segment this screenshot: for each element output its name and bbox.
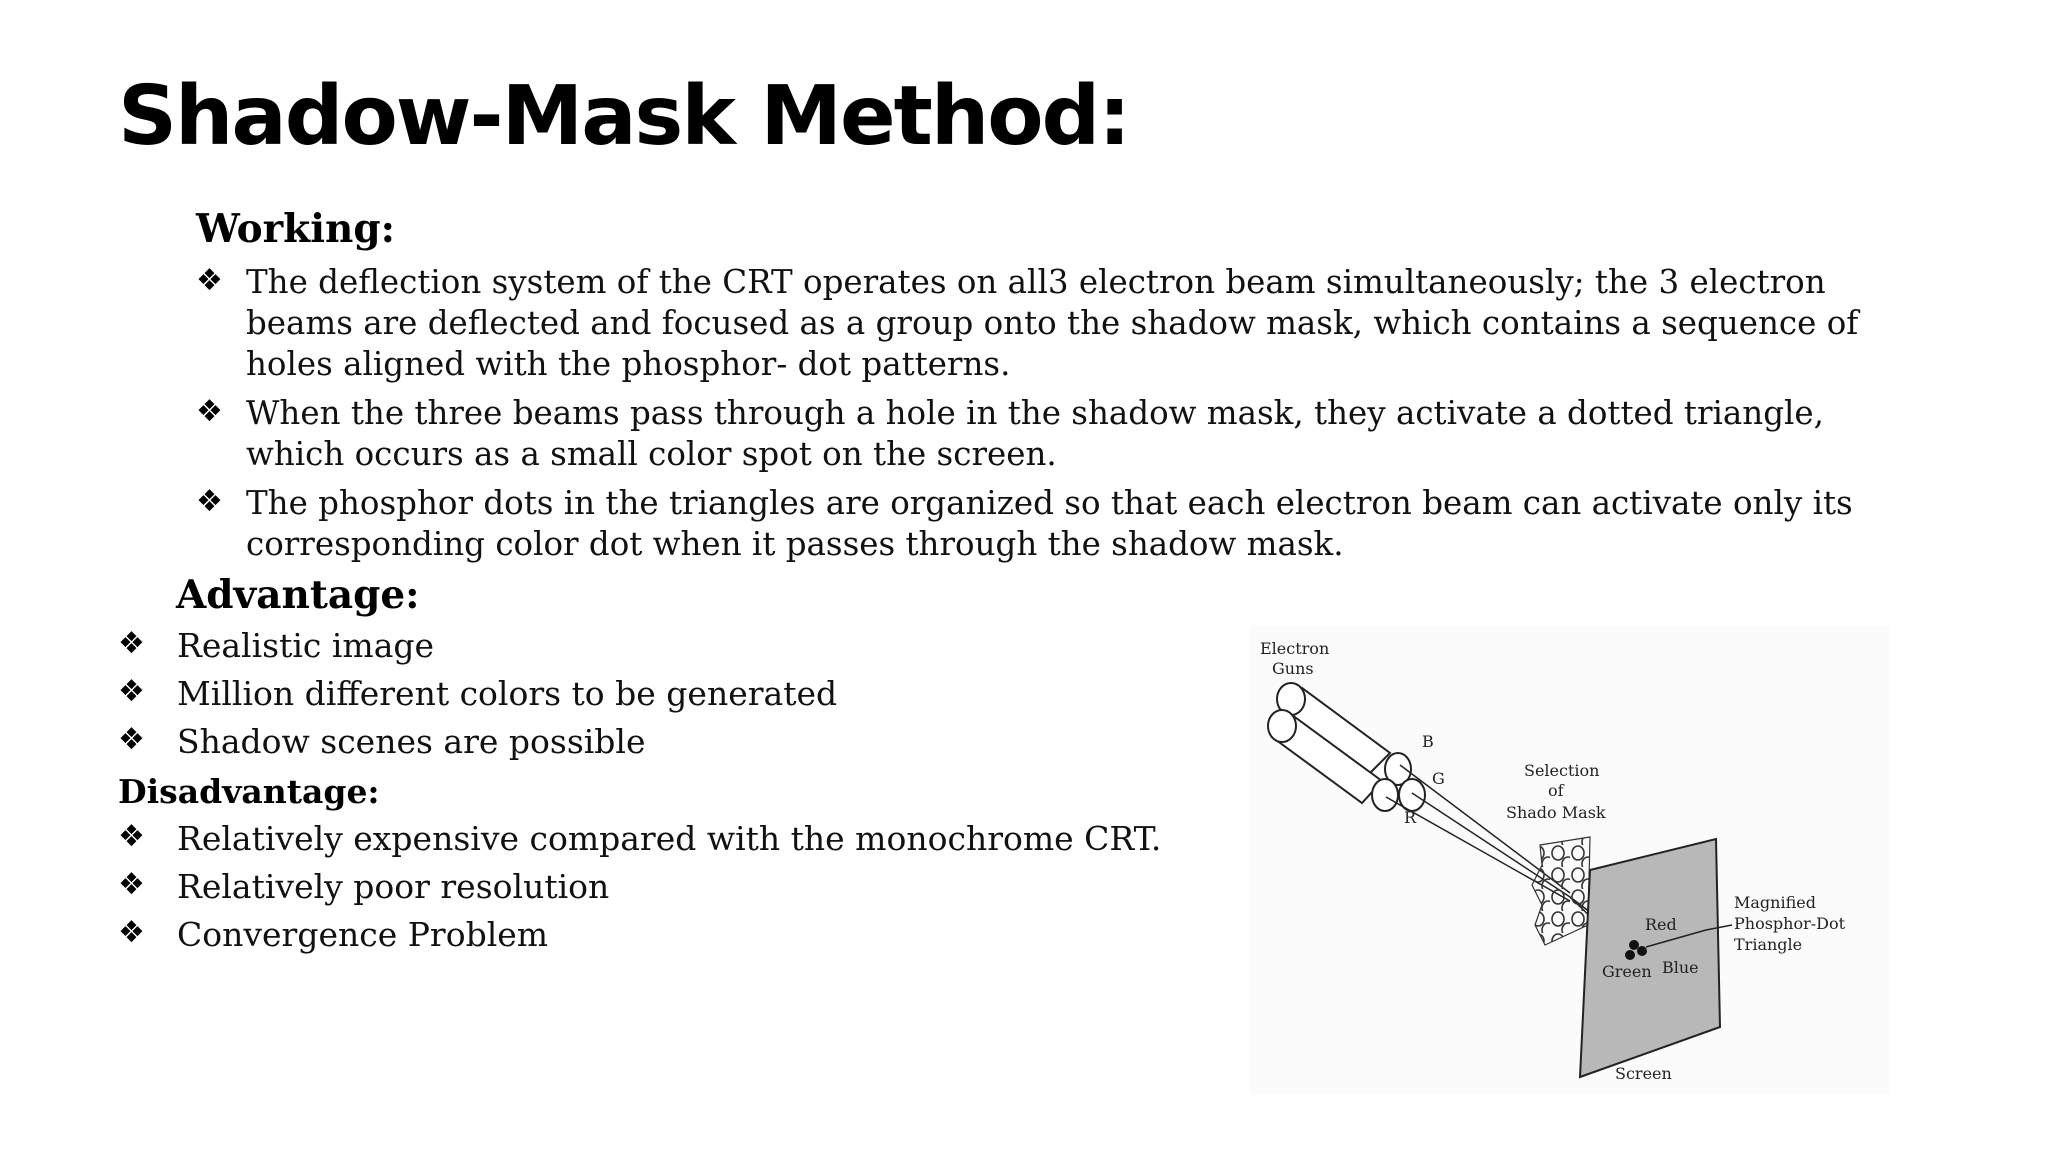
bullet-icon: ❖ — [196, 394, 223, 429]
bullet-icon: ❖ — [196, 484, 223, 519]
bullet-icon: ❖ — [118, 722, 145, 757]
label-selection-2: of — [1548, 781, 1564, 800]
bullet-icon: ❖ — [196, 263, 223, 298]
advantage-point-text: Realistic image — [177, 626, 435, 665]
working-point — [196, 262, 1916, 385]
label-screen: Screen — [1615, 1064, 1672, 1083]
disadvantage-heading: Disadvantage: — [118, 772, 380, 811]
label-magnified-1: Magnified — [1734, 893, 1816, 912]
label-g: G — [1432, 769, 1445, 788]
bullet-icon: ❖ — [118, 867, 145, 902]
advantage-point — [118, 625, 1218, 666]
label-blue: Blue — [1662, 958, 1699, 977]
advantage-point — [118, 673, 1218, 714]
label-magnified-2: Phosphor-Dot — [1734, 914, 1846, 933]
bullet-icon: ❖ — [118, 626, 145, 661]
advantage-list — [118, 625, 1218, 769]
label-electron-guns-1: Electron — [1260, 639, 1330, 658]
working-point-text: The phosphor dots in the triangles are organized so that each electron beam can activate only its corresponding color dot when it passes through the shadow mask. — [246, 484, 1853, 563]
working-point — [196, 393, 1916, 475]
working-point — [196, 483, 1916, 565]
working-heading: Working: — [196, 206, 396, 252]
advantage-point-text: Shadow scenes are possible — [177, 722, 646, 761]
bullet-icon: ❖ — [118, 819, 145, 854]
working-list — [196, 262, 1916, 573]
label-r: R — [1404, 808, 1417, 827]
label-red: Red — [1645, 915, 1677, 934]
shadow-mask-diagram — [1250, 625, 1890, 1095]
label-green: Green — [1602, 962, 1652, 981]
disadvantage-point-text: Relatively expensive compared with the monochrome CRT. — [177, 819, 1162, 858]
disadvantage-point-text: Convergence Problem — [177, 915, 549, 954]
disadvantage-point — [118, 866, 1218, 907]
label-selection-3: Shado Mask — [1506, 803, 1606, 822]
label-selection-1: Selection — [1524, 761, 1600, 780]
advantage-point — [118, 721, 1218, 762]
disadvantage-list — [118, 818, 1218, 962]
label-b: B — [1422, 732, 1434, 751]
label-magnified-3: Triangle — [1734, 935, 1803, 954]
working-point-text: The deflection system of the CRT operates on all3 electron beam simultaneously; the 3 electron beams are deflected and focused as a group onto the shadow mask, which contains a sequence of holes aligned with the phosphor- dot patterns. — [246, 263, 1859, 383]
disadvantage-point — [118, 818, 1218, 859]
bullet-icon: ❖ — [118, 915, 145, 950]
label-electron-guns-2: Guns — [1272, 659, 1314, 678]
disadvantage-point — [118, 914, 1218, 955]
disadvantage-point-text: Relatively poor resolution — [177, 867, 610, 906]
bullet-icon: ❖ — [118, 674, 145, 709]
advantage-point-text: Million different colors to be generated — [177, 674, 838, 713]
advantage-heading: Advantage: — [176, 572, 420, 618]
working-point-text: When the three beams pass through a hole in the shadow mask, they activate a dotted triangle, which occurs as a small color spot on the screen. — [246, 394, 1824, 473]
slide-title: Shadow-Mask Method: — [118, 69, 1130, 164]
